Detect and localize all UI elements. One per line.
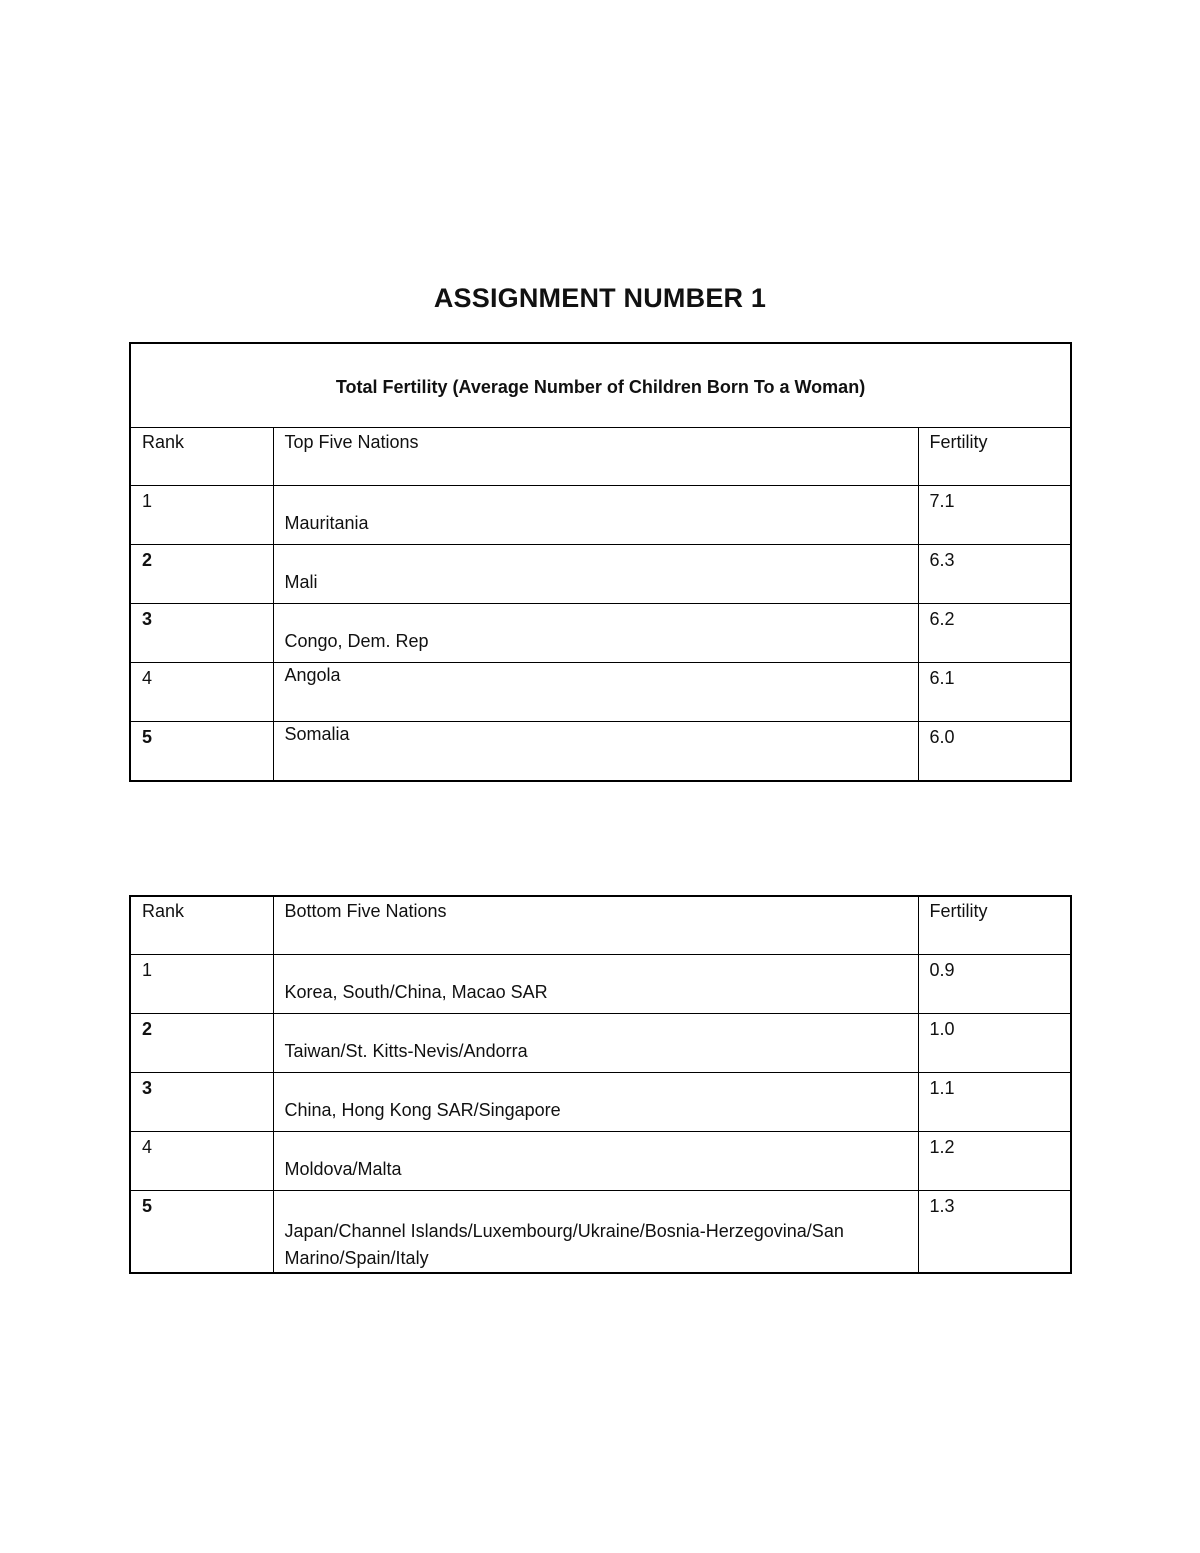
top-five-table: [129, 342, 1072, 782]
nation-cell: [273, 545, 918, 604]
bottom-five-table: [129, 895, 1072, 1274]
nation-name: Mauritania: [284, 513, 369, 533]
table-header-row: [130, 896, 1071, 955]
nation-name: Japan/Channel Islands/Luxembourg/Ukraine/Bosnia-Herzegovina/San Marino/Spain/Italy: [284, 1221, 844, 1268]
nation-name: China, Hong Kong SAR/Singapore: [284, 1100, 561, 1120]
nation-name: Taiwan/St. Kitts-Nevis/Andorra: [284, 1041, 528, 1061]
fertility-cell: 1.1: [918, 1073, 1071, 1132]
table-row: [130, 1191, 1071, 1274]
header-nations: Bottom Five Nations: [273, 896, 918, 955]
nation-cell: [273, 486, 918, 545]
nation-cell: [273, 604, 918, 663]
nation-cell: [273, 722, 918, 782]
rank-cell: 5: [130, 722, 273, 782]
rank-cell: 1: [130, 955, 273, 1014]
rank-cell: 2: [130, 1014, 273, 1073]
page-title: ASSIGNMENT NUMBER 1: [433, 283, 767, 313]
fertility-cell: 1.2: [918, 1132, 1071, 1191]
rank-cell: 1: [130, 486, 273, 545]
table-row: [130, 1073, 1071, 1132]
table-row: [130, 1132, 1071, 1191]
fertility-cell: 6.2: [918, 604, 1071, 663]
header-rank: Rank: [130, 428, 273, 486]
nation-cell: [273, 1073, 918, 1132]
rank-cell: 4: [130, 1132, 273, 1191]
table-row: [130, 955, 1071, 1014]
table-caption: Total Fertility (Average Number of Children Born To a Woman): [130, 343, 1071, 428]
table-caption-row: [130, 343, 1071, 428]
nation-cell: [273, 1014, 918, 1073]
nation-cell: [273, 1132, 918, 1191]
header-fertility: Fertility: [918, 896, 1071, 955]
fertility-cell: 1.3: [918, 1191, 1071, 1274]
table-row: [130, 663, 1071, 722]
table-header-row: [130, 428, 1071, 486]
header-fertility: Fertility: [918, 428, 1071, 486]
table-row: [130, 722, 1071, 782]
rank-cell: 5: [130, 1191, 273, 1274]
header-nations: Top Five Nations: [273, 428, 918, 486]
fertility-cell: 7.1: [918, 486, 1071, 545]
nation-cell: [273, 1191, 918, 1274]
table-row: [130, 1014, 1071, 1073]
nation-cell: [273, 955, 918, 1014]
header-rank: Rank: [130, 896, 273, 955]
rank-cell: 2: [130, 545, 273, 604]
rank-cell: 3: [130, 1073, 273, 1132]
nation-cell: [273, 663, 918, 722]
nation-name: Moldova/Malta: [284, 1159, 402, 1179]
fertility-cell: 1.0: [918, 1014, 1071, 1073]
table-row: [130, 545, 1071, 604]
rank-cell: 3: [130, 604, 273, 663]
nation-name: Angola: [284, 665, 341, 685]
table-row: [130, 604, 1071, 663]
nation-name: Congo, Dem. Rep: [284, 631, 429, 651]
nation-name: Korea, South/China, Macao SAR: [284, 982, 548, 1002]
rank-cell: 4: [130, 663, 273, 722]
fertility-cell: 0.9: [918, 955, 1071, 1014]
nation-name: Somalia: [284, 724, 350, 744]
fertility-cell: 6.1: [918, 663, 1071, 722]
fertility-cell: 6.0: [918, 722, 1071, 782]
table-row: [130, 486, 1071, 545]
fertility-cell: 6.3: [918, 545, 1071, 604]
nation-name: Mali: [284, 572, 318, 592]
